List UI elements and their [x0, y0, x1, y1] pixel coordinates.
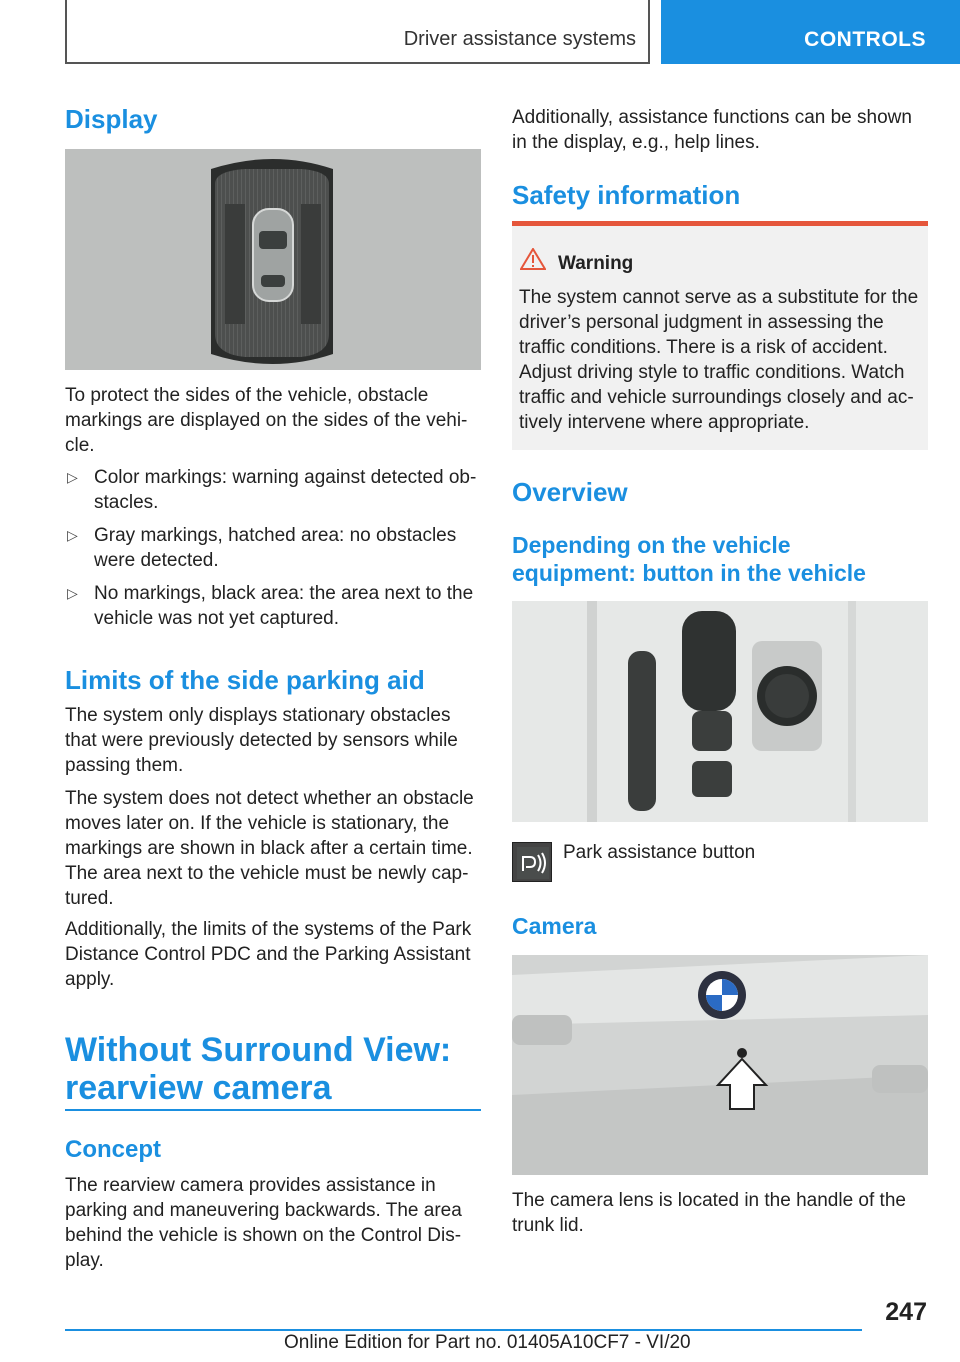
- park-assist-icon: [512, 842, 552, 882]
- warning-box: [512, 221, 928, 450]
- limits-paragraph-3: Additionally, the limits of the systems of the Park Distance Control PDC and the Parking Assistant apply.: [65, 919, 472, 990]
- triangle-bullet-icon: ▷: [67, 469, 78, 485]
- list-item: [65, 523, 481, 573]
- triangle-bullet-icon: ▷: [67, 585, 78, 601]
- header-section-title: Driver assistance systems: [403, 28, 636, 50]
- safety-heading: Safety information: [512, 180, 741, 210]
- display-paragraph: To protect the sides of the vehicle, obstacle markings are displayed on the sides of the vehi‐cle.: [65, 385, 468, 456]
- heading-underline: [65, 1109, 481, 1111]
- camera-heading: Camera: [512, 913, 597, 939]
- camera-paragraph: The camera lens is located in the handle of the trunk lid.: [512, 1190, 906, 1236]
- intro-paragraph: Additionally, assistance functions can be shown in the display, e.g., help lines.: [512, 107, 912, 153]
- triangle-bullet-icon: ▷: [67, 527, 78, 543]
- warning-text: The system cannot serve as a substitute for the driver’s personal judgment in assessing the traffic conditions. There is a risk of accident. Adjust driving style to traffic conditions. Watch traffic and vehicle surroundings closely and ac‐tively intervene where appropriate.: [519, 287, 919, 433]
- trunk-lid-graphic: [512, 955, 928, 1175]
- page-number: 247: [885, 1298, 927, 1326]
- depending-heading: Depending on the vehicle equipment: button in the vehicle: [512, 532, 866, 586]
- bullet-list: [65, 465, 481, 631]
- bullet-text: Gray markings, hatched area: no obstacles were detected.: [94, 525, 457, 571]
- rear-camera-image: [512, 955, 928, 1175]
- display-heading: Display: [65, 104, 158, 134]
- bullet-text: No markings, black area: the area next to the vehicle was not yet captured.: [94, 583, 474, 629]
- overview-heading: Overview: [512, 477, 628, 507]
- limits-paragraph-1: The system only displays stationary obstacles that were previously detected by sensors while passing them.: [65, 705, 458, 776]
- limits-paragraph-2: The system does not detect whether an obstacle moves later on. If the vehicle is stationary, the markings are shown in black after a certain time. The area next to the vehicle must be newly cap‐tured.: [65, 788, 474, 909]
- header-chapter-label: CONTROLS: [804, 28, 926, 51]
- limits-heading: Limits of the side parking aid: [65, 665, 425, 695]
- concept-paragraph: The rearview camera provides assistance in parking and maneuvering backwards. The area behind the vehicle is shown on the Control Dis‐play.: [65, 1175, 462, 1271]
- parking-overview-graphic: [65, 149, 481, 370]
- header-section-frame: [65, 0, 650, 64]
- warning-triangle-icon: [520, 248, 546, 275]
- center-console-image: [512, 601, 928, 822]
- without-surround-view-heading: Without Surround View: rearview camera: [65, 1031, 452, 1107]
- center-console-graphic: [512, 601, 928, 822]
- button-caption: Park assistance button: [563, 842, 756, 863]
- bullet-text: Color markings: warning against detected ob‐stacles.: [94, 467, 477, 513]
- list-item: [65, 465, 481, 515]
- warning-title: Warning: [558, 253, 634, 274]
- header-chapter-tab[interactable]: [661, 0, 960, 64]
- list-item: [65, 581, 481, 631]
- side-parking-display-image: [65, 149, 481, 370]
- footer-edition: Online Edition for Part no. 01405A10CF7 - VI/20: [284, 1332, 691, 1353]
- concept-heading: Concept: [65, 1136, 161, 1163]
- footer-rule: [65, 1329, 862, 1331]
